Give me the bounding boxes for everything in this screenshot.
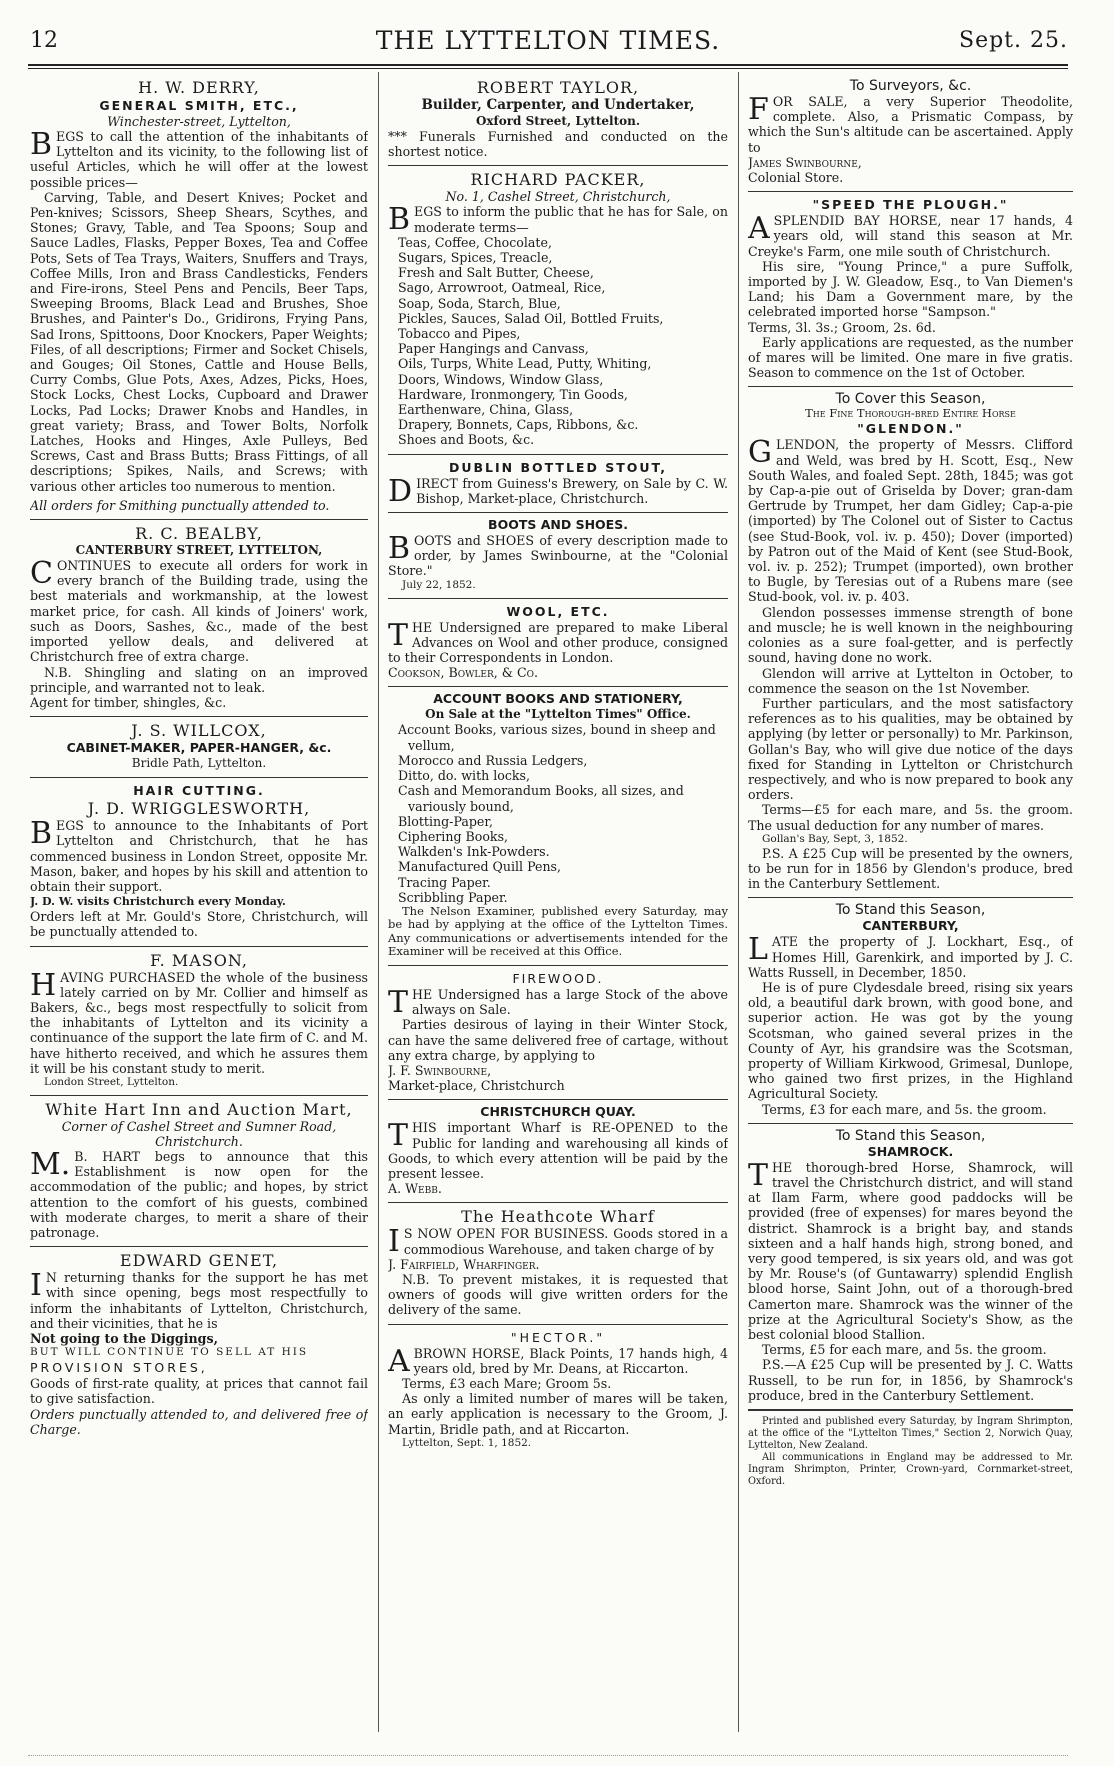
- ad-body: BEGS to announce to the Inhabitants of Port Lyttelton and Christchurch, that he has commenced business in London Street, opposite Mr. Mason, baker, and hopes by his skill and attention to obtain their support.: [30, 816, 368, 894]
- newspaper-title: THE LYTTELTON TIMES.: [375, 26, 721, 55]
- ad-note: Orders left at Mr. Gould's Store, Christchurch, will be punctually attended to.: [30, 909, 368, 940]
- imprint-england: All communications in England may be addressed to Mr. Ingram Shrimpton, Printer, Crown-yard, Cornmarket-street, Oxford.: [748, 1452, 1073, 1488]
- ad-note: *** Funerals Furnished and conducted on the shortest notice.: [388, 129, 728, 160]
- ad-note: N.B. To prevent mistakes, it is requested that owners of goods will give written orders for the delivery of the same.: [388, 1271, 728, 1318]
- ad-body: As only a limited number of mares will be taken, an early application is necessary to the Groom, J. Martin, Bridle path, and at Riccarton.: [388, 1391, 728, 1437]
- ad-body: Early applications are requested, as the number of mares will be limited. One mare in five gratis. Season to commence on the 1st of October.: [748, 334, 1073, 381]
- ad-date: July 22, 1852.: [402, 578, 476, 591]
- ad-address: Corner of Cashel Street and Sumner Road, Christchurch.: [61, 1118, 337, 1149]
- ad-subheading: PROVISION STORES,: [30, 1360, 208, 1376]
- ad-signature: Cookson, Bowler, & Co.: [388, 665, 538, 681]
- masthead: [28, 22, 1068, 62]
- column-2: [388, 74, 728, 1736]
- ad-white-hart: [30, 1096, 368, 1247]
- list-item: Sugars, Spices, Treacle,: [398, 250, 553, 266]
- ad-signature: J. F. Swinbourne,: [388, 1062, 492, 1078]
- ad-note: J. D. W. visits Christchurch every Monday.: [30, 895, 286, 909]
- ad-signature: Colonial Store.: [748, 170, 844, 186]
- column-divider: [378, 72, 379, 1732]
- ad-body: ABROWN HORSE, Black Points, 17 hands high, 4 years old, bred by Mr. Deans, at Riccarton.: [388, 1343, 728, 1379]
- ad-address: Oxford Street, Lyttelton.: [475, 114, 641, 128]
- list-item: Blotting-Paper,: [398, 813, 494, 829]
- ad-heading: DUBLIN BOTTLED STOUT,: [448, 459, 667, 475]
- ad-heading: To Surveyors, &c.: [849, 78, 972, 94]
- list-item: Earthenware, China, Glass,: [398, 402, 574, 418]
- ad-body: LATE the property of J. Lockhart, Esq., of Homes Hill, Garenkirk, and imported by J. C. Watts Russell, in December, 1850.: [748, 932, 1073, 980]
- ad-subheading: J. D. WRIGGLESWORTH,: [87, 799, 311, 819]
- ad-willcox: [30, 717, 368, 778]
- ad-postscript: P.S. A £25 Cup will be presented by the owners, to be run for in 1856 by Glendon's produce, bred in the Canterbury Settlement.: [748, 845, 1073, 892]
- ad-body: Further particulars, and the most satisfactory references as to his qualities, may be obtained by applying (by letter or personally) to Mr. Parkinson, Gollan's Bay, who will give due notice of the days fixed for Standing in Lyttelton or Christchurch respectively, and who is now prepared to book any orders.: [748, 695, 1073, 803]
- ad-note: BUT WILL CONTINUE TO SELL AT HIS: [30, 1346, 309, 1359]
- ad-body: ASPLENDID BAY HORSE, near 17 hands, 4 years old, will stand this season at Mr. Creyke's Farm, one mile south of Christchurch.: [748, 211, 1073, 259]
- ad-heading: White Hart Inn and Auction Mart,: [45, 1099, 353, 1119]
- ad-hector: [388, 1325, 728, 1456]
- ad-address: CANTERBURY STREET, LYTTELTON,: [75, 543, 323, 558]
- ad-body: Glendon will arrive at Lyttelton in October, to commence the season on the 1st November.: [748, 665, 1073, 696]
- ad-body: THE Undersigned are prepared to make Liberal Advances on Wool and other produce, consigned to their Correspondents in London.: [388, 617, 728, 666]
- ad-speed-the-plough: [748, 192, 1073, 387]
- ad-canterbury: [748, 898, 1073, 1123]
- ad-horse-name: CANTERBURY,: [862, 918, 959, 934]
- ad-item-list: [388, 722, 728, 904]
- ad-christchurch-quay: [388, 1100, 728, 1203]
- list-item: Pickles, Sauces, Salad Oil, Bottled Fruits,: [398, 310, 664, 326]
- list-item: Cash and Memorandum Books, all sizes, and variously bound,: [398, 783, 684, 814]
- ad-note: The Nelson Examiner, published every Saturday, may be had by applying at the office of the Lyttelton Times. Any communications or advertisements intended for the Examiner will be received at this Office.: [388, 903, 728, 959]
- ad-subheading: The Fine Thorough-bred Entire Horse: [805, 406, 1016, 421]
- imprint: [748, 1410, 1073, 1494]
- ad-shamrock: [748, 1124, 1073, 1410]
- ad-footer: All orders for Smithing punctually attended to.: [30, 497, 330, 513]
- ad-body: IN returning thanks for the support he has met with since opening, begs most respectfully to inform the inhabitants of Lyttelton, Christchurch, and their vicinities, that he is: [30, 1268, 368, 1331]
- ad-body: BOOTS and SHOES of every description made to order, by James Swinbourne, at the "Colonial Store.": [388, 531, 728, 579]
- list-item: Hardware, Ironmongery, Tin Goods,: [398, 386, 628, 402]
- ad-date: Lyttelton, Sept. 1, 1852.: [402, 1436, 532, 1449]
- ad-surveyors: [748, 74, 1073, 192]
- imprint-publisher: Printed and published every Saturday, by Ingram Shrimpton, at the office of the "Lyttelton Times," Section 2, Norwich Quay, Lyttelton, New Zealand.: [748, 1416, 1073, 1452]
- list-item: Ciphering Books,: [398, 828, 509, 844]
- ad-heading: The Heathcote Wharf: [461, 1207, 655, 1227]
- list-item: Ditto, do. with locks,: [398, 768, 531, 784]
- ad-heading: BOOTS AND SHOES.: [488, 517, 628, 533]
- ad-packer: [388, 166, 728, 454]
- page-number: 12: [30, 28, 58, 53]
- bottom-edge: [28, 1755, 1068, 1756]
- ad-heading: To Cover this Season,: [835, 391, 986, 408]
- list-item: Manufactured Quill Pens,: [398, 859, 562, 875]
- ad-item-list: Carving, Table, and Desert Knives; Pocket and Pen-knives; Scissors, Sheep Shears, Scythes, and Stones; Gravy, Table, and Tea Spoons; Soup and Sauce Ladles, Flasks, Pepper Boxes, Tea and Coffee Pots, Sets of Tea Trays, Waiters, Snuffers and Trays, Coffee Mills, Iron and Brass Candlesticks, Fenders and Fire-irons, Steel Pens and Pencils, Beer Taps, Sweeping Brooms, Black Lead and Brushes, Shoe Brushes, and Painter's Do., Gridirons, Frying Pans, Sad Irons, Spittoons, Door Knockers, Paper Weights; Files, of all descriptions; Firmer and Socket Chisels, and Gouges; Oil Stones, Cattle and House Bells, Curry Combs, Glue Pots, Axes, Adzes, Picks, Hoes, Stock Locks, Chest Locks, Cupboard and Drawer Locks, Pad Locks; Drawer Knobs and Handles, in great variety; Brass, and Tower Bolts, Norfolk Latches, Hooks and Hinges, Axle Pulleys, Bed Screws, Cast and Brass Butts; Brass Fittings, of all descriptions; Spikes, Nails, and Screws; with various other articles too numerous to mention.: [30, 189, 368, 494]
- ad-body: Glendon possesses immense strength of bone and muscle; he is well known in the neighbouring colonies as a sure foal-getter, and is perfectly sound, having done no work.: [748, 604, 1073, 666]
- ad-heading: F. MASON,: [150, 950, 248, 970]
- ad-glendon: [748, 387, 1073, 898]
- ad-terms: Terms, 3l. 3s.; Groom, 2s. 6d.: [748, 319, 936, 335]
- list-item: Teas, Coffee, Chocolate,: [398, 234, 552, 250]
- ad-hair-cutting: [30, 778, 368, 946]
- list-item: Walkden's Ink-Powders.: [398, 844, 550, 860]
- list-item: Tracing Paper.: [398, 874, 491, 890]
- ad-subheading: On Sale at the "Lyttelton Times" Office.: [425, 707, 691, 722]
- ad-body: Goods of first-rate quality, at prices that cannot fail to give satisfaction.: [30, 1376, 368, 1407]
- issue-date: Sept. 25.: [959, 28, 1068, 53]
- ad-heading: R. C. BEALBY,: [135, 524, 263, 544]
- ad-note: N.B. Shingling and slating on an improved principle, and warranted not to leak.: [30, 664, 368, 695]
- ad-body: FOR SALE, a very Superior Theodolite, complete. Also, a Prismatic Compass, by which the Sun's altitude can be ascertained. Apply to: [748, 92, 1073, 155]
- ad-heading: FIREWOOD.: [512, 970, 604, 986]
- list-item: Morocco and Russia Ledgers,: [398, 752, 588, 768]
- ad-derry: [30, 74, 368, 520]
- ad-address: Bridle Path, Lyttelton.: [131, 756, 267, 771]
- ad-heading: To Stand this Season,: [835, 1127, 986, 1144]
- ad-signature: J. Fairfield, Wharfinger.: [388, 1256, 540, 1272]
- ad-subheading: CABINET-MAKER, PAPER-HANGER, &c.: [66, 740, 332, 756]
- list-item: Sago, Arrowroot, Oatmeal, Rice,: [398, 280, 606, 296]
- ad-address: Winchester-street, Lyttelton,: [107, 114, 291, 129]
- ad-heading: "HECTOR.": [510, 1329, 606, 1345]
- ad-heading: ROBERT TAYLOR,: [476, 78, 640, 97]
- ad-body: BEGS to call the attention of the inhabitants of Lyttelton and its vicinity, to the following list of useful Articles, which he will offer at the lowest possible prices—: [30, 127, 368, 190]
- ad-address: No. 1, Cashel Street, Christchurch,: [445, 189, 671, 205]
- column-divider: [738, 72, 739, 1732]
- ad-account-books: [388, 687, 728, 965]
- list-item: Drapery, Bonnets, Caps, Ribbons, &c.: [398, 417, 639, 433]
- ad-body: THIS important Wharf is RE-OPENED to the Public for landing and warehousing all kinds of Goods, to which every attention will be paid by the present lessee.: [388, 1118, 728, 1181]
- list-item: Soap, Soda, Starch, Blue,: [398, 295, 561, 311]
- ad-heading: RICHARD PACKER,: [470, 170, 646, 190]
- ad-heading: CHRISTCHURCH QUAY.: [480, 1104, 636, 1120]
- ad-terms: Terms—£5 for each mare, and 5s. the groom. The usual deduction for any number of mares.: [748, 802, 1073, 833]
- ad-terms: Terms, £3 each Mare; Groom 5s.: [402, 1375, 612, 1391]
- ad-heading: "SPEED THE PLOUGH.": [812, 197, 1009, 213]
- ad-dublin-stout: [388, 455, 728, 513]
- ad-wool: [388, 599, 728, 688]
- ad-terms: Terms, £5 for each mare, and 5s. the groom.: [762, 1342, 1047, 1358]
- ad-heathcote-wharf: [388, 1203, 728, 1324]
- ad-heading: WOOL, ETC.: [506, 603, 610, 619]
- ad-heading: J. S. WILLCOX,: [131, 721, 267, 741]
- list-item: Doors, Windows, Window Glass,: [398, 371, 604, 387]
- ad-body: HAVING PURCHASED the whole of the business lately carried on by Mr. Collier and himself as Bakers, &c., begs most respectfully to solicit from the inhabitants of Lyttelton and its vicinity a continuance of the support the late firm of C. and M. have hitherto received, and which he assures them it will be his constant study to merit.: [30, 967, 368, 1076]
- ad-horse-name: "GLENDON.": [857, 421, 964, 437]
- ad-heading: To Stand this Season,: [835, 902, 986, 919]
- ad-heading: H. W. DERRY,: [138, 78, 260, 97]
- ad-body: M.B. HART begs to announce that this Establishment is now open for the accommodation of the public; and hopes, by strict attention to the comfort of his guests, combined with moderate charges, to merit a share of their patronage.: [30, 1146, 368, 1240]
- column-3: [748, 74, 1073, 1736]
- ad-bealby: [30, 520, 368, 717]
- ad-mason: [30, 947, 368, 1096]
- ad-subheading: GENERAL SMITH, ETC.,: [99, 98, 299, 113]
- ad-body: His sire, "Young Prince," a pure Suffolk, imported by J. W. Gleadow, Esq., to Van Diemen's Land; his Dam a Government mare, by the celebrated imported horse "Sampson.": [748, 258, 1073, 320]
- ad-body: IS NOW OPEN FOR BUSINESS. Goods stored in a commodious Warehouse, and taken charge of by: [388, 1224, 728, 1260]
- ad-firewood: [388, 966, 728, 1100]
- list-item: Oils, Turps, White Lead, Putty, Whiting,: [398, 356, 652, 372]
- ad-horse-name: SHAMROCK.: [867, 1143, 954, 1159]
- ad-body: CONTINUES to execute all orders for work in every branch of the Building trade, using the best materials and workmanship, at the lowest market price, for cash. All kinds of Joiners' work, such as Doors, Sashes, &c., made of the best imported yellow deals, and delivered at Christchurch free of extra charge.: [30, 556, 368, 665]
- ad-genet: [30, 1247, 368, 1443]
- ad-signature: Market-place, Christchurch: [388, 1078, 565, 1094]
- ad-body: He is of pure Clydesdale breed, rising six years old, a beautiful dark brown, with good bone, and superior action. He was got by the young Scotsman, who gained several prizes in the County of Ayr, his grandsire was the Scotsman, property of William Kirkwood, Grimesal, Dunlope, who gained two first prizes, in the Highland Agricultural Society.: [748, 979, 1073, 1102]
- ad-heading: EDWARD GENET,: [119, 1251, 279, 1271]
- ad-postscript: P.S.—A £25 Cup will be presented by J. C. Watts Russell, to be run for, in 1856, by Shamrock's produce, bred in the Canterbury Settlement.: [748, 1357, 1073, 1403]
- ad-note: Not going to the Diggings,: [30, 1330, 218, 1346]
- ad-body: THE Undersigned has a large Stock of the above always on Sale.: [388, 984, 728, 1020]
- ad-body: Parties desirous of laying in their Winter Stock, can have the same delivered free of cartage, without any extra charge, by applying to: [388, 1017, 728, 1063]
- ad-body: BEGS to inform the public that he has for Sale, on moderate terms—: [388, 202, 728, 238]
- masthead-rule-thin: [28, 68, 1068, 69]
- list-item: Shoes and Boots, &c.: [398, 432, 535, 448]
- ad-date: Gollan's Bay, Sept, 3, 1852.: [762, 832, 908, 845]
- ad-item-list: [388, 235, 728, 448]
- ad-terms: Terms, £3 for each mare, and 5s. the groom.: [762, 1101, 1047, 1117]
- list-item: Fresh and Salt Butter, Cheese,: [398, 265, 594, 281]
- ad-subheading: Builder, Carpenter, and Undertaker,: [421, 97, 695, 113]
- list-item: Paper Hangings and Canvass,: [398, 341, 589, 357]
- masthead-rule: [28, 64, 1068, 66]
- list-item: Account Books, various sizes, bound in sheep and vellum,: [398, 722, 716, 753]
- ad-boots-shoes: [388, 513, 728, 599]
- ad-address: London Street, Lyttelton.: [44, 1075, 179, 1088]
- column-1: [30, 74, 368, 1736]
- ad-body: THE thorough-bred Horse, Shamrock, will travel the Christchurch district, and will stand at Ilam Farm, where good paddocks will be provided (free of expenses) for mares beyond the district. Shamrock is a bright bay, and stands sixteen and a half hands high, strong boned, and very good tempered, is six years old, and was got by Mr. Rouse's (of Guntawarry) splendid English blood horse, Saint John, out of a thorough-bred Camerton mare. Shamrock was the winner of the prize at the Agricultural Society's Show, as the best colonial blood Stallion.: [748, 1157, 1073, 1343]
- ad-note: Agent for timber, shingles, &c.: [30, 694, 227, 710]
- ad-taylor: [388, 74, 728, 166]
- ad-body: DIRECT from Guiness's Brewery, on Sale by C. W. Bishop, Market-place, Christchurch.: [388, 473, 728, 509]
- list-item: Scribbling Paper.: [398, 889, 508, 905]
- ad-signature: James Swinbourne,: [748, 154, 862, 170]
- ad-heading: HAIR CUTTING.: [133, 783, 265, 799]
- list-item: Tobacco and Pipes,: [398, 326, 521, 342]
- ad-heading: ACCOUNT BOOKS AND STATIONERY,: [433, 691, 683, 707]
- ad-footer: Orders punctually attended to, and delivered free of Charge.: [30, 1406, 368, 1437]
- ad-body: GLENDON, the property of Messrs. Clifford and Weld, was bred by H. Scott, Esq., New South Wales, and foaled Sept. 28th, 1845; was got by Cap-a-pie out of Griselda by Dover; gran-dam Gertrude by Trumpet, her dam Gidley; Cap-a-pie (imported) by The Colonel out of Sister to Cactus (see Stud-Book, vol. iv. p. 450); Dover (imported) by Patron out of the Maid of Kent (see Stud-Book, vol. iv. p. 252); Trumpet (imported), own brother to Bugle, by Teresias out of a Rubens mare (see Stud-book, vol. iv. p. 403.: [748, 435, 1073, 605]
- ad-signature: A. Webb.: [388, 1181, 442, 1197]
